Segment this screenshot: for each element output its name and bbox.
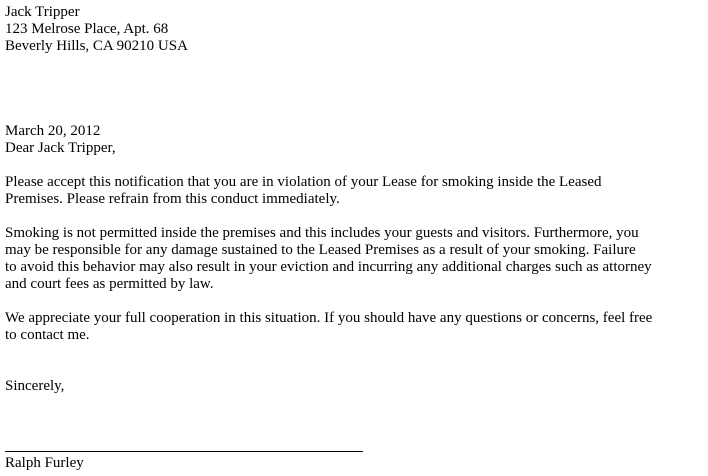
paragraph-line: We appreciate your full cooperation in this situation. If you should have any questions or concerns, feel free xyxy=(5,310,653,326)
closing xyxy=(5,378,705,395)
paragraph-line: Premises. Please refrain from this conduct immediately. xyxy=(5,191,340,207)
sender-address xyxy=(5,4,705,55)
paragraph-line: to contact me. xyxy=(5,327,90,343)
signature-name: Ralph Furley xyxy=(5,455,84,471)
letter-body xyxy=(5,4,705,395)
signature-line xyxy=(5,451,363,452)
sender-street: 123 Melrose Place, Apt. 68 xyxy=(5,21,169,37)
paragraph-line: to avoid this behavior may also result in your eviction and incurring any additional charges such as attorney xyxy=(5,259,652,275)
date-and-salutation xyxy=(5,123,705,157)
paragraph-appreciation xyxy=(5,310,705,344)
sender-city-line: Beverly Hills, CA 90210 USA xyxy=(5,38,188,54)
paragraph-line: may be responsible for any damage sustained to the Leased Premises as a result of your smoking. Failure xyxy=(5,242,636,258)
paragraph-line: Please accept this notification that you are in violation of your Lease for smoking inside the Leased xyxy=(5,174,602,190)
paragraph-line: and court fees as permitted by law. xyxy=(5,276,214,292)
sender-name: Jack Tripper xyxy=(5,4,80,20)
paragraph-violation-notice xyxy=(5,174,705,208)
letter-date: March 20, 2012 xyxy=(5,123,101,139)
salutation: Dear Jack Tripper, xyxy=(5,140,116,156)
paragraph-policy-details xyxy=(5,225,705,293)
closing-text: Sincerely, xyxy=(5,378,65,394)
paragraph-line: Smoking is not permitted inside the premises and this includes your guests and visitors. Furthermore, you xyxy=(5,225,639,241)
